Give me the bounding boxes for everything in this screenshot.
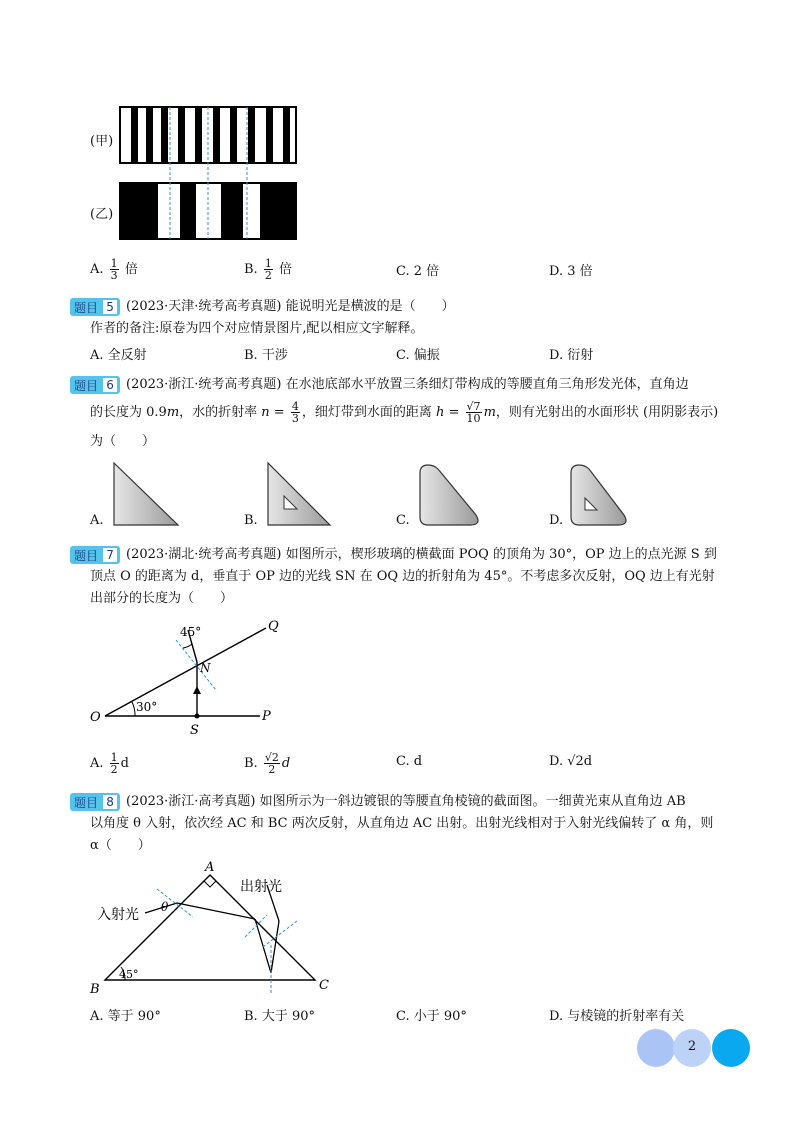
q4-option-c[interactable]: C. 2 倍 <box>396 264 440 279</box>
q8-tag: 题目 8 <box>70 793 120 811</box>
q7-line3: 出部分的长度为（ ） <box>90 591 234 606</box>
page-number: 2 <box>687 1039 697 1054</box>
oq-line <box>105 628 266 716</box>
inner-ray-1 <box>177 903 255 919</box>
q8-line2: 以角度 θ 入射，依次经 AC 和 BC 两次反射，从直角边 AC 出射。出射光线相对于入射光线偏转了 α 角，则 <box>90 816 714 831</box>
q7-tag: 题目 7 <box>70 546 120 564</box>
label-in-light: 入射光 <box>97 907 139 923</box>
label-45: 45° <box>180 625 202 639</box>
q7-line2: 顶点 O 的距离为 d，垂直于 OP 边的光线 SN 在 OQ 边的折射角为 45°。不考虑多次反射，OQ 边上有光射 <box>90 569 715 584</box>
fringe-figure <box>88 100 308 250</box>
option-a-triangle <box>114 463 178 525</box>
q8-option-b[interactable]: B. 大于 90° <box>244 1009 315 1024</box>
page-circle-right <box>712 1029 750 1067</box>
inner-ray-3 <box>271 921 279 973</box>
q6-tag: 题目 6 <box>70 376 120 394</box>
label-yi: (乙) <box>90 207 114 222</box>
q7-option-b[interactable]: B. $\frac{√2}{2}$ d <box>244 751 291 776</box>
q4-option-b[interactable]: B. $\frac{1}{2}$ 倍 <box>244 257 292 282</box>
label-o: O <box>90 710 101 725</box>
label-theta: θ <box>161 900 169 914</box>
right-angle-mark <box>204 881 216 887</box>
q7-option-c[interactable]: C. d <box>396 754 423 769</box>
prism-triangle <box>105 875 315 980</box>
q6-option-a[interactable]: A. <box>90 513 104 528</box>
q6-option-c[interactable]: C. <box>396 513 410 528</box>
label-a: A <box>205 860 215 875</box>
q4-option-d[interactable]: D. 3 倍 <box>549 264 593 279</box>
q5-option-d[interactable]: D. 衍射 <box>549 348 594 363</box>
q6-line1: (2023·浙江·统考高考真题) 在水池底部水平放置三条细灯带构成的等腰直角三角形发光体，直角边 <box>126 377 689 392</box>
q6-line2: 的长度为 0.9m，水的折射率 n = $\frac{4}{3}$ ，细灯带到水面的距离 h = $\frac{√7}{10}$ m，则有光射出的水面形状 (用阴影表示) <box>90 400 719 425</box>
q5-option-a[interactable]: A. 全反射 <box>90 348 147 363</box>
label-out-light: 出射光 <box>240 879 282 895</box>
q6-option-b[interactable]: B. <box>244 513 258 528</box>
point-s <box>195 714 200 719</box>
sn-arrow <box>193 686 201 694</box>
label-q: Q <box>268 619 279 634</box>
angle45-arc <box>183 644 192 648</box>
q8-option-a[interactable]: A. 等于 90° <box>90 1009 161 1024</box>
q5-option-c[interactable]: C. 偏振 <box>396 348 440 363</box>
q7-line1: (2023·湖北·统考高考真题) 如图所示，楔形玻璃的横截面 POQ 的顶角为 30°，OP 边上的点光源 S 到 <box>126 547 717 562</box>
q8-line3: α（ ） <box>90 838 151 853</box>
option-d-rounded-triangle <box>571 465 626 525</box>
option-b-triangle <box>268 463 330 525</box>
label-c: C <box>319 978 329 993</box>
q5-stem: (2023·天津·统考高考真题) 能说明光是横波的是（ ） <box>126 299 455 314</box>
q4-option-a[interactable]: A. $\frac{1}{3}$ 倍 <box>90 257 138 282</box>
q8-option-c[interactable]: C. 小于 90° <box>396 1009 467 1024</box>
q5-tag: 题目 5 <box>70 298 120 316</box>
q6-line3: 为（ ） <box>90 434 156 449</box>
label-n: N <box>200 661 211 675</box>
label-jia: (甲) <box>90 134 114 149</box>
label-b: B <box>90 982 100 997</box>
q8-figure <box>85 855 355 1000</box>
q6-option-d[interactable]: D. <box>549 513 564 528</box>
q5-option-b[interactable]: B. 干涉 <box>244 348 288 363</box>
label-30: 30° <box>136 700 158 714</box>
q8-line1: (2023·浙江·高考真题) 如图所示为一斜边镀银的等腰直角棱镜的截面图。一细黄光束从直角边 AB <box>126 794 686 809</box>
label-s: S <box>190 723 199 738</box>
q7-figure <box>80 610 300 740</box>
q5-note: 作者的备注:原卷为四个对应情景图片,配以相应文字解释。 <box>90 321 424 336</box>
option-c-rounded-triangle <box>420 465 478 525</box>
q8-option-d[interactable]: D. 与棱镜的折射率有关 <box>549 1009 685 1024</box>
angle30-arc <box>132 702 135 716</box>
page-circle-left <box>637 1029 675 1067</box>
q7-option-d[interactable]: D. √2d <box>549 754 593 769</box>
q7-option-a[interactable]: A. $\frac{1}{2}$ d <box>90 751 129 776</box>
label-45: 45° <box>119 968 139 981</box>
fringe-svg <box>88 100 308 250</box>
label-p: P <box>262 709 271 724</box>
